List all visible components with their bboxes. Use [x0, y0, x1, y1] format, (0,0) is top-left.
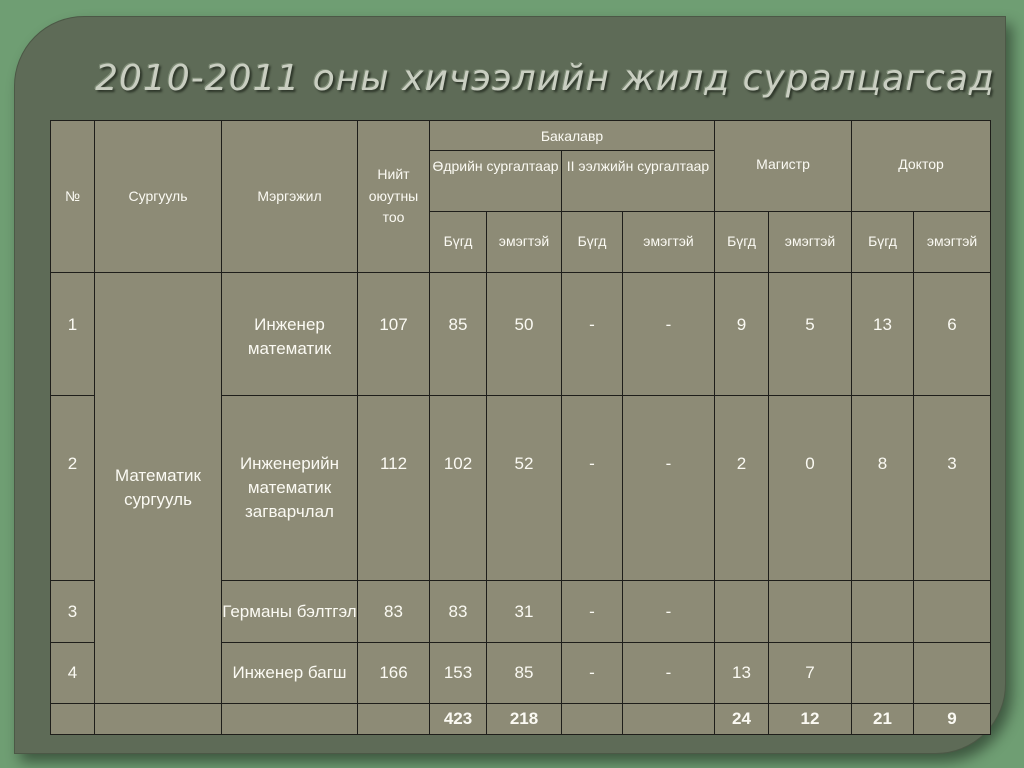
row-eve-all: -: [562, 643, 623, 704]
row-day-all: 83: [430, 581, 487, 643]
row-eve-female: -: [623, 581, 715, 643]
students-table: [50, 120, 991, 735]
school-cell: Математик сургууль: [95, 273, 222, 704]
header-mag-female: эмэгтэй: [769, 212, 852, 273]
row-mag-all: 13: [715, 643, 769, 704]
row-day-all: 85: [430, 273, 487, 396]
row-doc-female: 3: [914, 396, 991, 581]
row-total: 107: [358, 273, 430, 396]
slide-title: 2010-2011 оны хичээлийн жилд суралцагсад: [95, 58, 995, 99]
header-school: Сургууль: [95, 121, 222, 273]
row-mag-female: [769, 581, 852, 643]
row-eve-all: -: [562, 396, 623, 581]
header-doc-female: эмэгтэй: [914, 212, 991, 273]
row-total: 166: [358, 643, 430, 704]
row-no: 4: [51, 643, 95, 704]
header-doctor: Доктор: [852, 121, 991, 212]
header-day-study: Өдрийн сургалтаар: [430, 151, 562, 212]
row-doc-all: [852, 581, 914, 643]
header-major: Мэргэжил: [222, 121, 358, 273]
row-day-all: 153: [430, 643, 487, 704]
row-mag-female: 7: [769, 643, 852, 704]
totals-mag-all: 24: [715, 704, 769, 735]
row-doc-female: [914, 643, 991, 704]
totals-no: [51, 704, 95, 735]
row-doc-all: 13: [852, 273, 914, 396]
row-day-female: 31: [487, 581, 562, 643]
row-no: 1: [51, 273, 95, 396]
header-master: Магистр: [715, 121, 852, 212]
row-mag-female: 0: [769, 396, 852, 581]
totals-school: [95, 704, 222, 735]
row-mag-all: [715, 581, 769, 643]
row-doc-female: 6: [914, 273, 991, 396]
row-mag-female: 5: [769, 273, 852, 396]
row-day-all: 102: [430, 396, 487, 581]
row-doc-all: [852, 643, 914, 704]
row-day-female: 85: [487, 643, 562, 704]
totals-major: [222, 704, 358, 735]
row-no: 3: [51, 581, 95, 643]
totals-mag-female: 12: [769, 704, 852, 735]
row-eve-all: -: [562, 581, 623, 643]
header-bachelor: Бакалавр: [430, 121, 715, 151]
totals-doc-all: 21: [852, 704, 914, 735]
row-major: Инженер багш: [222, 643, 358, 704]
totals-total: [358, 704, 430, 735]
header-no: №: [51, 121, 95, 273]
header-mag-all: Бүгд: [715, 212, 769, 273]
table-row: [51, 273, 991, 396]
row-doc-all: 8: [852, 396, 914, 581]
header-row-1: [51, 121, 991, 151]
totals-eve-all: [562, 704, 623, 735]
header-doc-all: Бүгд: [852, 212, 914, 273]
totals-eve-female: [623, 704, 715, 735]
row-doc-female: [914, 581, 991, 643]
header-total: Нийт оюутны тоо: [358, 121, 430, 273]
row-eve-female: -: [623, 643, 715, 704]
header-day-female: эмэгтэй: [487, 212, 562, 273]
header-eve-all: Бүгд: [562, 212, 623, 273]
row-mag-all: 9: [715, 273, 769, 396]
header-second-shift: II ээлжийн сургалтаар: [562, 151, 715, 212]
row-eve-all: -: [562, 273, 623, 396]
totals-row: [51, 704, 991, 735]
totals-doc-female: 9: [914, 704, 991, 735]
header-day-all: Бүгд: [430, 212, 487, 273]
totals-day-all: 423: [430, 704, 487, 735]
header-eve-female: эмэгтэй: [623, 212, 715, 273]
row-no: 2: [51, 396, 95, 581]
row-day-female: 50: [487, 273, 562, 396]
row-total: 112: [358, 396, 430, 581]
row-major: Инженер математик: [222, 273, 358, 396]
row-major: Германы бэлтгэл: [222, 581, 358, 643]
totals-day-female: 218: [487, 704, 562, 735]
row-total: 83: [358, 581, 430, 643]
row-eve-female: -: [623, 273, 715, 396]
row-eve-female: -: [623, 396, 715, 581]
row-mag-all: 2: [715, 396, 769, 581]
row-major: Инженерийн математик загварчлал: [222, 396, 358, 581]
row-day-female: 52: [487, 396, 562, 581]
